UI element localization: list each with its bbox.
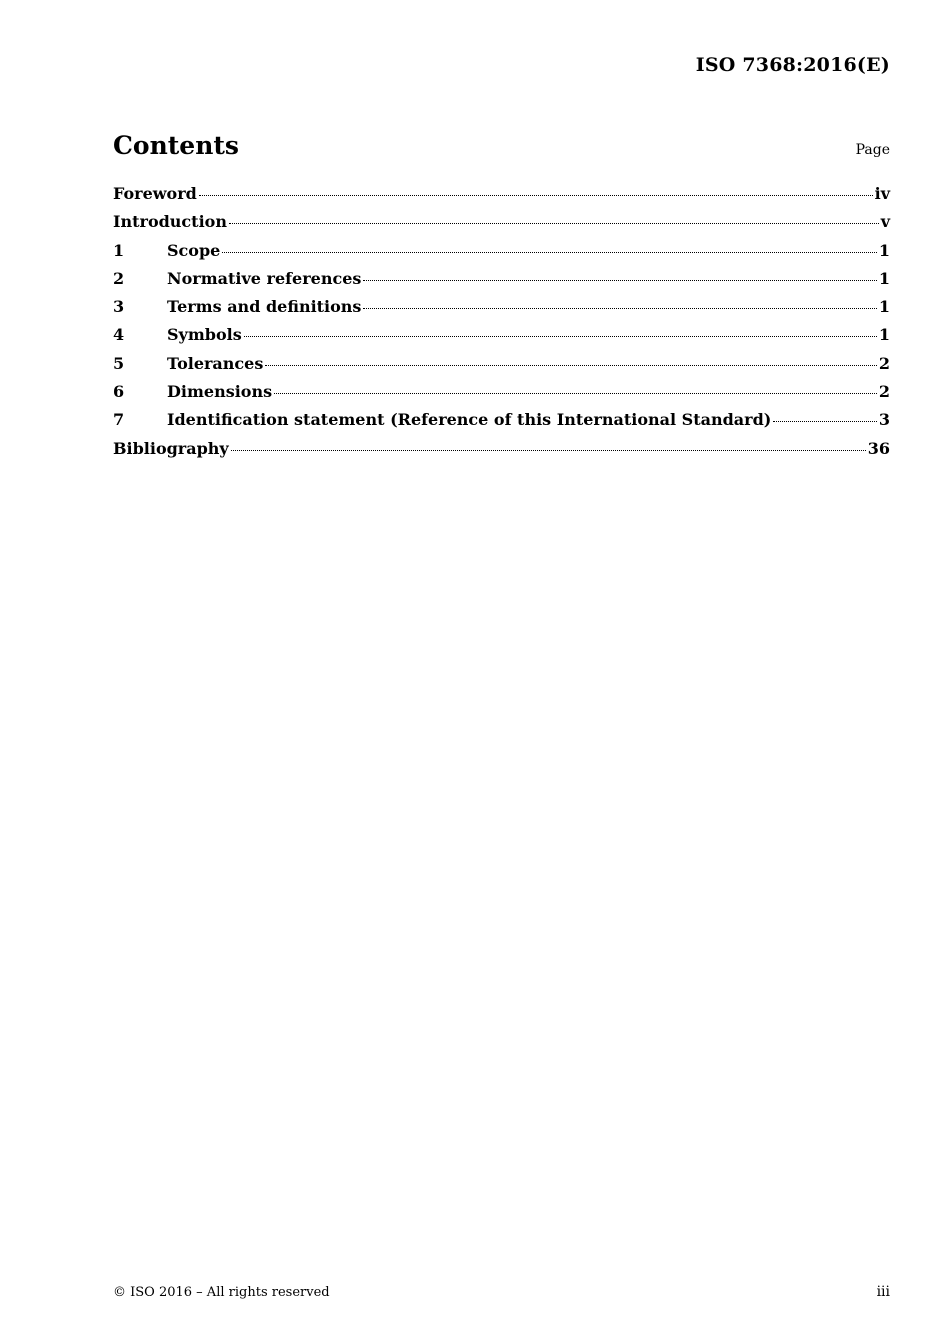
toc-entry[interactable] [113, 241, 890, 269]
toc-entry[interactable] [113, 184, 890, 212]
toc-entry[interactable] [113, 382, 890, 410]
dot-leader [229, 223, 879, 224]
toc-entry-page[interactable]: 36 [867, 438, 890, 458]
toc-entry[interactable] [113, 212, 890, 240]
toc-entry-title[interactable]: Symbols [167, 325, 242, 345]
toc-entry-title[interactable]: Bibliography [113, 438, 229, 458]
dot-leader [265, 365, 877, 366]
footer-page-number: iii [876, 1284, 890, 1300]
dot-leader [244, 336, 877, 337]
toc-entry-number: 7 [113, 410, 125, 430]
toc-entry-number: 6 [113, 382, 125, 402]
toc-entry-title[interactable]: Dimensions [167, 382, 273, 402]
toc-entry[interactable] [113, 297, 890, 325]
toc-entry-title[interactable]: Terms and definitions [167, 297, 362, 317]
page-column-label: Page [855, 142, 890, 158]
toc-entry[interactable] [113, 410, 890, 438]
dot-leader [773, 421, 877, 422]
toc-entry-page[interactable]: iv [874, 184, 890, 203]
footer-copyright: © ISO 2016 – All rights reserved [113, 1285, 330, 1300]
toc-entry-page[interactable]: 1 [878, 297, 890, 317]
toc-entry-number: 3 [113, 297, 125, 317]
toc-entry-page[interactable]: v [880, 212, 890, 232]
toc-entry-title[interactable]: Identification statement (Reference of this International Standard) [167, 410, 772, 430]
table-of-contents [113, 184, 890, 467]
toc-entry-page[interactable]: 1 [878, 240, 890, 260]
dot-leader [222, 252, 877, 253]
dot-leader [274, 393, 877, 394]
contents-heading: Contents [113, 131, 240, 160]
toc-entry[interactable] [113, 325, 890, 353]
dot-leader [199, 195, 873, 196]
dot-leader [363, 280, 876, 281]
toc-entry[interactable] [113, 439, 890, 467]
toc-entry-page[interactable]: 3 [878, 410, 890, 430]
toc-entry[interactable] [113, 269, 890, 297]
document-id: ISO 7368:2016(E) [695, 54, 890, 76]
toc-entry-number: 1 [113, 240, 125, 260]
toc-entry-page[interactable]: 1 [878, 268, 890, 288]
toc-entry-page[interactable]: 2 [878, 353, 890, 373]
toc-entry-title[interactable]: Scope [167, 240, 221, 260]
toc-entry-page[interactable]: 2 [878, 382, 890, 402]
toc-entry-title[interactable]: Normative references [167, 268, 362, 288]
dot-leader [363, 308, 876, 309]
toc-entry-title[interactable]: Introduction [113, 212, 227, 232]
toc-entry[interactable] [113, 354, 890, 382]
toc-entry-number: 2 [113, 268, 125, 288]
dot-leader [231, 450, 866, 451]
toc-entry-page[interactable]: 1 [878, 325, 890, 345]
toc-entry-number: 5 [113, 353, 125, 373]
toc-entry-title[interactable]: Tolerances [167, 353, 264, 373]
toc-entry-number: 4 [113, 325, 125, 345]
toc-entry-title[interactable]: Foreword [113, 184, 197, 203]
